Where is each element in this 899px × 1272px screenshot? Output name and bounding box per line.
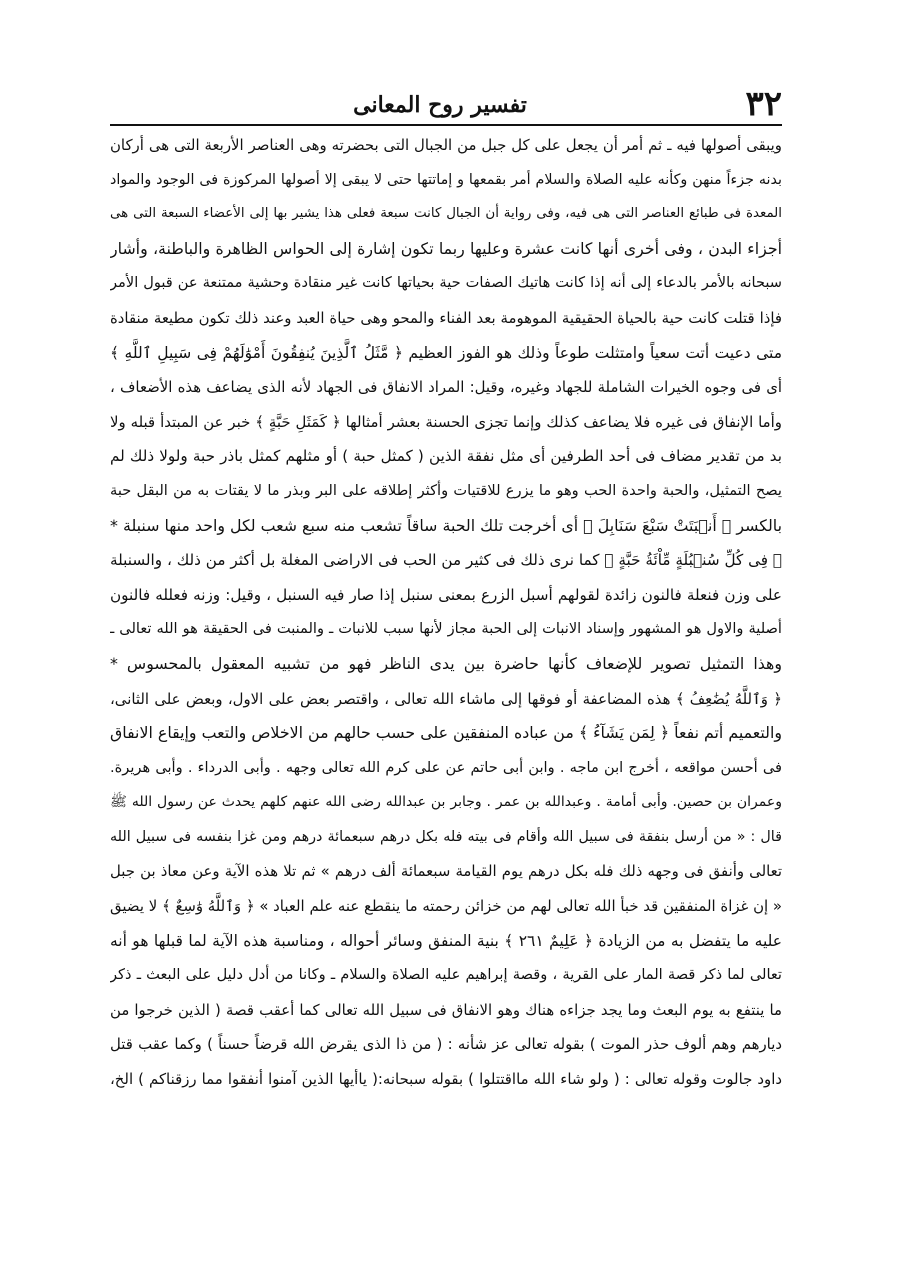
text-line: ما ينتفع به يوم البعث وما يجد جزاءه هناك وهو الانفاق فى سبيل الله تعالى كما أعقب قصة ( الذين خرجوا من xyxy=(110,1000,782,1019)
text-line: عليه ما يتفضل به من الزيادة ﴿ عَلِيمٌ ٢٦١ ﴾ بنية المنفق وسائر أحواله ، ومناسبة هذه الآية لما قبلها هو أنه xyxy=(110,931,782,950)
text-line: وهذا التمثيل تصوير للإضعاف كأنها حاضرة بين يدى الناظر فهو من تشبيه المعقول بالمحسوس * xyxy=(110,653,782,673)
text-line: تعالى وأنفق فى وجهه ذلك فله بكل درهم يوم القيامة سبعمائة ألف درهم » ثم تلا هذه الآية وعن معاذ بن جبل xyxy=(110,862,782,881)
text-line: بالكسر ﴿ أَنۢبَتَتْ سَبْعَ سَنَابِلَ ﴾ أى أخرجت تلك الحبة ساقاً تشعب منه سبع شعب لكل واحد منها سنبلة * xyxy=(110,515,782,535)
text-line: المعدة فى طبائع العناصر التى هى فيه، وفى رواية أن الجبال كانت سبعة فعلى هذا يشير بها إلى الأعضاء السبعة التى هى xyxy=(110,206,782,222)
text-line: فإذا قتلت كانت حية بالحياة الحقيقية الموهومة بعد الفناء والمحو وهى حياة العبد وعند ذلك تكون مطيعة منقادة xyxy=(110,308,782,327)
text-line: ديارهم وهم ألوف حذر الموت ) بقوله تعالى عز شأنه : ( من ذا الذى يقرض الله قرضاً حسناً ) وكما عقب قتل xyxy=(110,1035,782,1054)
page-header xyxy=(110,84,782,124)
body-text xyxy=(110,128,782,1097)
text-line: ﴿ فِى كُلِّ سُنۢبُلَةٍ مِّاْئَةُ حَبَّةٍ ﴾ كما نرى ذلك فى كثير من الحب فى الاراضى المغلة بل أكثر من ذلك ، والسنبلة xyxy=(110,551,782,570)
text-line: وعمران بن حصين. وأبى أمامة . وعبدالله بن عمر . وجابر بن عبدالله رضى الله عنهم كلهم يحدث عن رسول الله ﷺ xyxy=(110,794,782,811)
text-line: سبحانه بالأمر بالدعاء إلى أنه إذا كانت هاتيك الصفات حية بحياتها كانت غير منقادة وحشية ممتنعة عن قبول الأمر xyxy=(110,274,782,292)
text-line: بد من تقدير مضاف فى أحد الطرفين أى مثل نفقة الذين ( كمثل حبة ) أو مثلهم كمثل باذر حبة ولولا ذلك لم xyxy=(110,447,782,466)
text-line: على وزن فنعلة فالنون زائدة لقولهم أسبل الزرع بمعنى سنبل إذا صار فيه السنبل ، وقيل: وزنه فعلله فالنون xyxy=(110,585,782,604)
running-title: تفسير روح المعانى xyxy=(353,92,527,118)
text-line: وأما الإنفاق فى غيره فلا يضاعف كذلك وإنما تجزى الحسنة بعشر أمثالها ﴿ كَمَثَلِ حَبَّةٍ ﴾ خبر عن المبتدأ قبله ولا xyxy=(110,412,782,431)
page-number: ٣٢ xyxy=(745,84,782,124)
text-line: بدنه جزءاً منهن وكأنه عليه الصلاة والسلام أمر بقمعها و إماتتها حتى لا يبقى إلا أصولها المركوزة فى الوجود والمواد xyxy=(110,171,782,188)
text-line: « إن غزاة المنفقين قد خبأ الله تعالى لهم من خزائن رحمته ما ينقطع عنه علم العباد » ﴿ وَٱللَّهُ وَٰسِعٌ ﴾ لا يضيق xyxy=(110,897,782,916)
text-line: أى فى وجوه الخيرات الشاملة للجهاد وغيره، وقيل: المراد الانفاق فى الجهاد لأنه الذى يضاعف هذه الأضعاف ، xyxy=(110,378,782,397)
text-line: ويبقى أصولها فيه ـ ثم أمر أن يجعل على كل جبل من الجبال التى بحضرته وهى العناصر الأربعة التى هى أركان xyxy=(110,136,782,154)
text-line: والتعميم أتم نفعاً ﴿ لِمَن يَشَآءُ ﴾ من عباده المنفقين على حسب حالهم من الاخلاص والتعب وإيقاع الانفاق xyxy=(110,723,782,743)
text-line: أصلية والاول هو المشهور وإسناد الانبات إلى الحبة مجاز لأنها سبب للانبات ـ والمنبت فى الحقيقة هو الله تعالى ـ xyxy=(110,620,782,638)
text-line: ﴿ وَٱللَّهُ يُضَٰعِفُ ﴾ هذه المضاعفة أو فوقها إلى ماشاء الله تعالى ، واقتصر بعض على الاول، وبعض على الثانى، xyxy=(110,689,782,708)
text-line: متى دعيت أتت سعياً وامتثلت طوعاً وذلك هو الفوز العظيم ﴿ مَّثَلُ ٱلَّذِينَ يُنفِقُونَ أَمْوَٰلَهُمْ فِى سَبِيلِ ٱللَّهِ ﴾ xyxy=(110,343,782,362)
text-line: قال : « من أرسل بنفقة فى سبيل الله وأقام فى بيته فله بكل درهم سبعمائة درهم ومن غزا بنفسه فى سبيل الله xyxy=(110,828,782,845)
text-line: تعالى لما ذكر قصة المار على القرية ، وقصة إبراهيم عليه الصلاة والسلام ـ وكانا من أدل دليل على البعث ـ ذكر xyxy=(110,966,782,984)
text-line: يصح التمثيل، والحبة واحدة الحب وهو ما يزرع للاقتيات وأكثر إطلاقه على البر وبذر ما لا يقتات به من البقل حبة xyxy=(110,481,782,499)
text-line: أجزاء البدن ، وفى أخرى أنها كانت عشرة وعليها ربما تكون إشارة إلى الحواس الظاهرة والباطنة، وأشار xyxy=(110,238,782,258)
text-line: فى أحسن مواقعه ، أخرج ابن ماجه . وابن أبى حاتم عن على كرم الله تعالى وجهه . وأبى الدرداء . وأبى هريرة. xyxy=(110,758,782,776)
header-rule xyxy=(110,124,782,126)
text-line: داود جالوت وقوله تعالى : ( ولو شاء الله مااقتتلوا ) بقوله سبحانه:( ياأيها الذين آمنوا أنفقوا مما رزقناكم ) الخ، xyxy=(110,1070,782,1089)
